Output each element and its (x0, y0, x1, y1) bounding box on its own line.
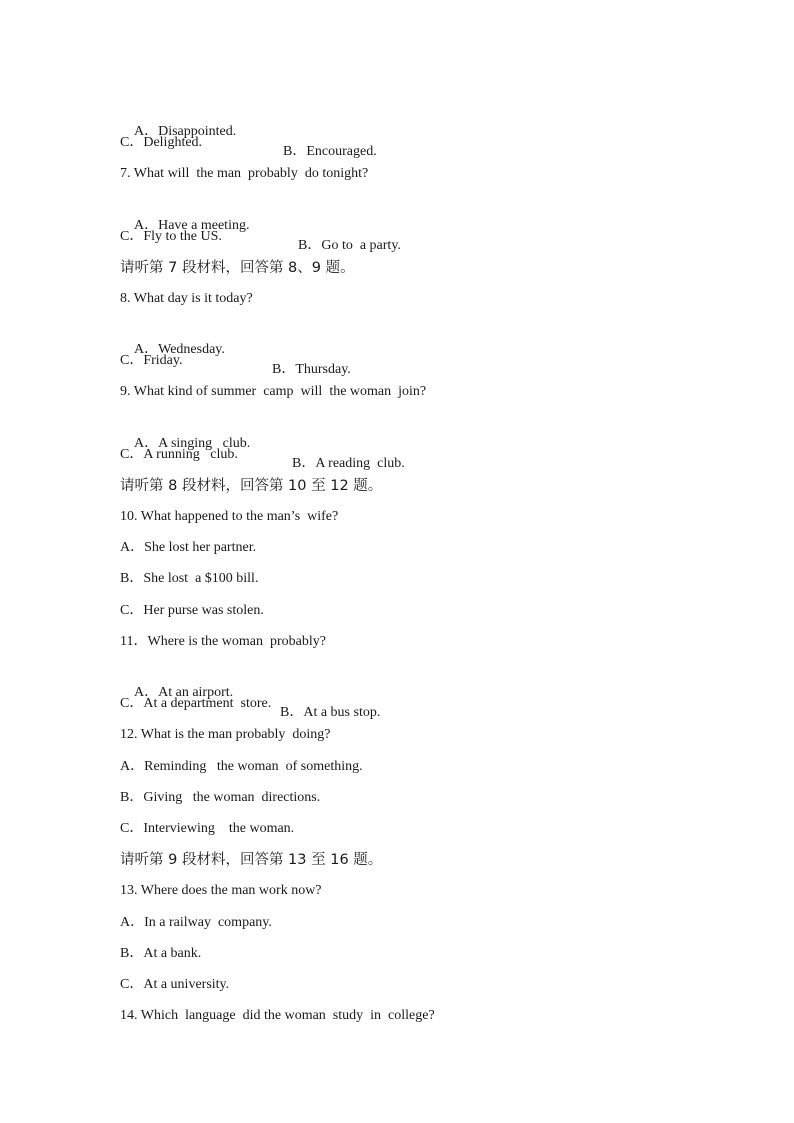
q11-option-a: A．At an airport. (134, 685, 234, 700)
q12-option-b: B．Giving the woman directions. (120, 790, 321, 805)
q14-question: 14. Which language did the woman study in college? (120, 1008, 435, 1023)
q7-option-a: A．Have a meeting. (134, 218, 250, 233)
q8-question: 8. What day is it today? (120, 291, 253, 306)
q7-option-b: B．Go to a party. (298, 238, 401, 253)
q10-option-b: B．She lost a $100 bill. (120, 571, 259, 586)
q9-question: 9. What kind of summer camp will the woman join? (120, 384, 427, 399)
q10-question: 10. What happened to the man’s wife? (120, 509, 339, 524)
q9-option-a: A．A singing club. (134, 436, 251, 451)
q11-option-c: C．At a department store. (120, 696, 272, 711)
q12-question: 12. What is the man probably doing? (120, 727, 331, 742)
q8-option-b: B．Thursday. (272, 362, 351, 377)
section-9-instruction: 请听第 9 段材料，回答第 13 至 16 题。 (120, 852, 383, 868)
q8-option-a: A．Wednesday. (134, 342, 225, 357)
q10-option-a: A．She lost her partner. (120, 540, 257, 555)
q11-question: 11．Where is the woman probably? (120, 634, 326, 649)
q13-question: 13. Where does the man work now? (120, 883, 322, 898)
q10-option-c: C．Her purse was stolen. (120, 603, 264, 618)
q7-question: 7. What will the man probably do tonight? (120, 166, 369, 181)
q12-option-a: A．Reminding the woman of something. (120, 759, 363, 774)
q7-option-c: C．Fly to the US. (120, 229, 222, 244)
q13-option-c: C．At a university. (120, 977, 230, 992)
q6-option-b: B．Encouraged. (283, 144, 377, 159)
section-8-instruction: 请听第 8 段材料，回答第 10 至 12 题。 (120, 478, 383, 494)
q13-option-b: B．At a bank. (120, 946, 202, 961)
section-7-instruction: 请听第 7 段材料，回答第 8、9 题。 (120, 260, 355, 276)
q6-option-c: C．Delighted. (120, 135, 203, 150)
q13-option-a: A．In a railway company. (120, 915, 272, 930)
q9-option-b: B．A reading club. (292, 456, 405, 471)
q12-option-c: C．Interviewing the woman. (120, 821, 295, 836)
q8-option-c: C．Friday. (120, 353, 183, 368)
q9-option-c: C．A running club. (120, 447, 238, 462)
q6-option-a: A．Disappointed. (134, 124, 237, 139)
q11-option-b: B．At a bus stop. (280, 705, 381, 720)
